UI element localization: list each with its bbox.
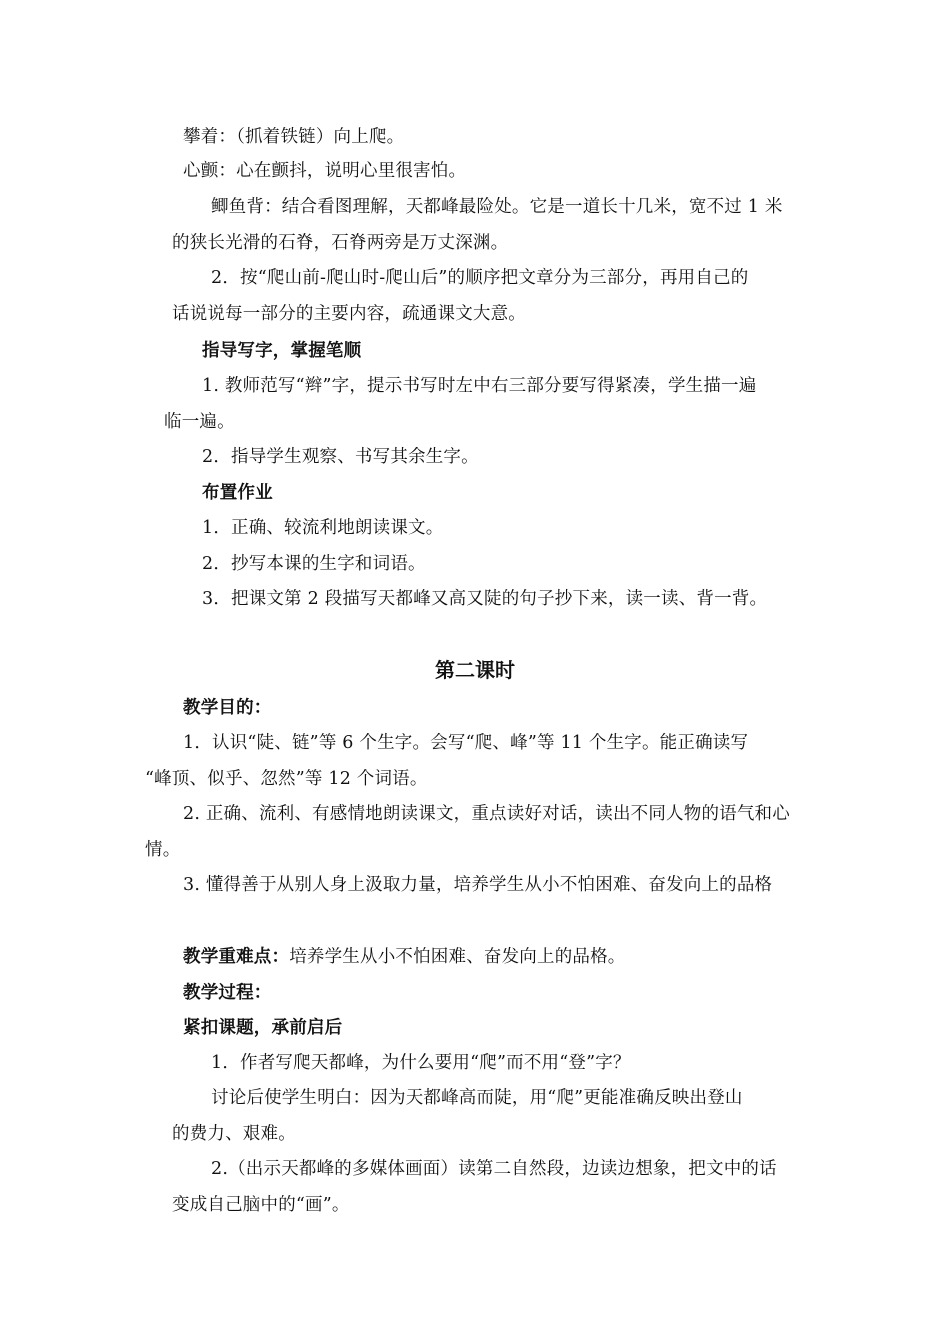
label-teaching-goals: 教学目的： [183, 698, 272, 718]
goal-item-3: 3. 懂得善于从别人身上汲取力量，培养学生从小不怕困难、奋发向上的品格 [183, 875, 773, 895]
homework-item-3: 3．把课文第 2 段描写天都峰又高又陡的句子抄下来，读一读、背一背。 [202, 589, 768, 609]
label-key-difficulties: 教学重难点： [183, 947, 290, 967]
writing-item-1: 1. 教师范写“辫”字，提示书写时左中右三部分要写得紧凑，学生描一遍 [202, 376, 757, 396]
writing-item-1-cont: 临一遍。 [164, 412, 235, 432]
goal-item-1: 1．认识“陡、链”等 6 个生字。会写“爬、峰”等 11 个生字。能正确读写 [183, 733, 749, 753]
vocab-jiyubei: 鲫鱼背：结合看图理解，天都峰最险处。它是一道长十几米，宽不过 1 米 [211, 197, 783, 217]
process-item-2-cont: 变成自己脑中的“画”。 [172, 1195, 350, 1215]
lesson-title: 第二课时 [435, 658, 515, 682]
key-difficulties [183, 946, 626, 968]
step-2-divide: 2．按“爬山前-爬山时-爬山后”的顺序把文章分为三部分，再用自己的 [211, 268, 749, 288]
vocab-xinchan: 心颤：心在颤抖，说明心里很害怕。 [183, 161, 467, 181]
goal-item-1-cont: “峰顶、似乎、忽然”等 12 个词语。 [145, 769, 428, 789]
process-item-1: 1．作者写爬天都峰，为什么要用“爬”而不用“登”字？ [211, 1053, 631, 1073]
section-heading-homework: 布置作业 [202, 483, 273, 503]
label-teaching-process: 教学过程： [183, 983, 272, 1003]
writing-item-2: 2．指导学生观察、书写其余生字。 [202, 447, 479, 467]
vocab-panzhe: 攀着：（抓着铁链）向上爬。 [183, 127, 405, 147]
process-discussion: 讨论后使学生明白：因为天都峰高而陡，用“爬”更能准确反映出登山 [211, 1088, 743, 1108]
vocab-jiyubei-cont: 的狭长光滑的石脊，石脊两旁是万丈深渊。 [172, 233, 509, 253]
key-difficulties-text: 培养学生从小不怕困难、奋发向上的品格。 [289, 947, 626, 967]
homework-item-1: 1．正确、较流利地朗读课文。 [202, 518, 444, 538]
section-heading-review: 紧扣课题，承前启后 [183, 1018, 343, 1038]
goal-item-2: 2. 正确、流利、有感情地朗读课文，重点读好对话，读出不同人物的语气和心 [183, 804, 790, 824]
process-item-2: 2.（出示天都峰的多媒体画面）读第二自然段，边读边想象，把文中的话 [211, 1159, 777, 1179]
step-2-divide-cont: 话说说每一部分的主要内容，疏通课文大意。 [172, 304, 526, 324]
homework-item-2: 2．抄写本课的生字和词语。 [202, 554, 426, 574]
goal-item-2-cont: 情。 [145, 840, 181, 860]
section-heading-writing: 指导写字，掌握笔顺 [202, 341, 362, 361]
process-discussion-cont: 的费力、艰难。 [172, 1124, 296, 1144]
